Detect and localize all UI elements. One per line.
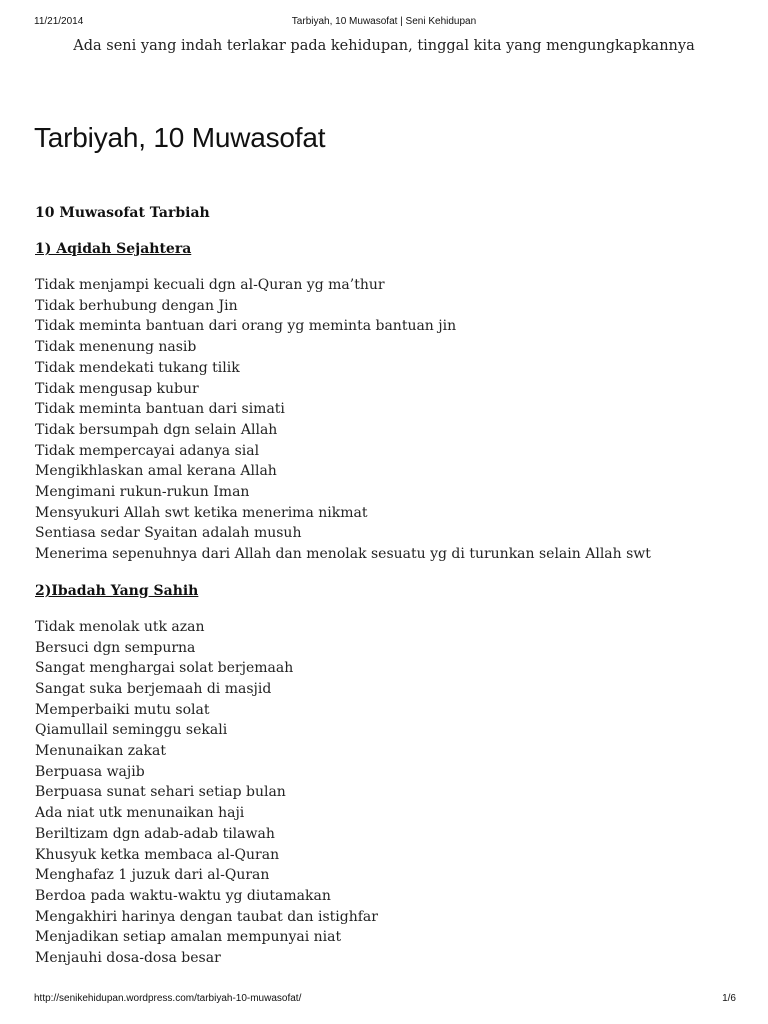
section-heading-ibadah: 2)Ibadah Yang Sahih [35, 582, 199, 599]
list-item: Tidak meminta bantuan dari orang yg meminta bantuan jin [35, 318, 457, 335]
section-heading-aqidah: 1) Aqidah Sejahtera [35, 241, 192, 257]
print-page-title: Tarbiyah, 10 Muwasofat | Seni Kehidupan [291, 16, 477, 27]
list-item: Mengimani rukun-rukun Iman [35, 484, 250, 501]
list-item: Sangat menghargai solat berjemaah [35, 660, 294, 677]
list-item: Tidak berhubung dengan Jin [35, 297, 238, 314]
list-item: Berpuasa wajib [35, 763, 145, 780]
list-item: Qiamullail seminggu sekali [35, 722, 228, 739]
post-subtitle: 10 Muwasofat Tarbiah [35, 205, 210, 221]
list-item: Tidak bersumpah dgn selain Allah [35, 421, 278, 438]
list-item: Beriltizam dgn adab-adab tilawah [35, 825, 275, 842]
list-item: Menjadikan setiap amalan mempunyai niat [35, 929, 342, 946]
print-date: 11/21/2014 [34, 16, 84, 27]
print-url: http://senikehidupan.wordpress.com/tarbiyah-10-muwasofat/ [34, 993, 302, 1004]
page-number: 1/6 [722, 993, 736, 1004]
list-item: Mengikhlaskan amal kerana Allah [35, 463, 277, 480]
list-item: Mensyukuri Allah swt ketika menerima nikmat [35, 504, 368, 521]
list-item: Tidak mengusap kubur [35, 380, 199, 397]
list-item: Berpuasa sunat sehari setiap bulan [35, 784, 286, 801]
list-item: Tidak mendekati tukang tilik [35, 359, 240, 376]
blog-tagline: Ada seni yang indah terlakar pada kehidupan, tinggal kita yang mengungkapkannya [73, 38, 695, 54]
list-item: Tidak menenung nasib [35, 339, 197, 356]
post-title: Tarbiyah, 10 Muwasofat [34, 122, 326, 153]
list-item: Sentiasa sedar Syaitan adalah musuh [35, 525, 302, 542]
list-item: Memperbaiki mutu solat [35, 701, 210, 718]
list-item: Ada niat utk menunaikan haji [35, 805, 245, 822]
list-item: Sangat suka berjemaah di masjid [35, 680, 272, 697]
list-item: Tidak mempercayai adanya sial [35, 442, 260, 459]
list-item: Menghafaz 1 juzuk dari al-Quran [35, 867, 270, 884]
print-header [0, 16, 768, 32]
post-content [35, 203, 735, 969]
section-list-ibadah [35, 617, 735, 969]
list-item: Menerima sepenuhnya dari Allah dan menolak sesuatu yg di turunkan selain Allah swt [35, 546, 651, 563]
list-item: Berdoa pada waktu-waktu yg diutamakan [35, 887, 331, 904]
list-item: Tidak menolak utk azan [35, 618, 205, 635]
section-list-aqidah [35, 275, 735, 565]
list-item: Bersuci dgn sempurna [35, 639, 196, 656]
list-item: Menjauhi dosa-dosa besar [35, 950, 221, 967]
list-item: Menunaikan zakat [35, 743, 166, 760]
list-item: Khusyuk ketka membaca al-Quran [35, 846, 280, 863]
list-item: Tidak menjampi kecuali dgn al-Quran yg ma’thur [35, 277, 385, 293]
list-item: Tidak meminta bantuan dari simati [35, 401, 285, 418]
print-footer [0, 993, 768, 1009]
list-item: Mengakhiri harinya dengan taubat dan istighfar [35, 908, 378, 925]
